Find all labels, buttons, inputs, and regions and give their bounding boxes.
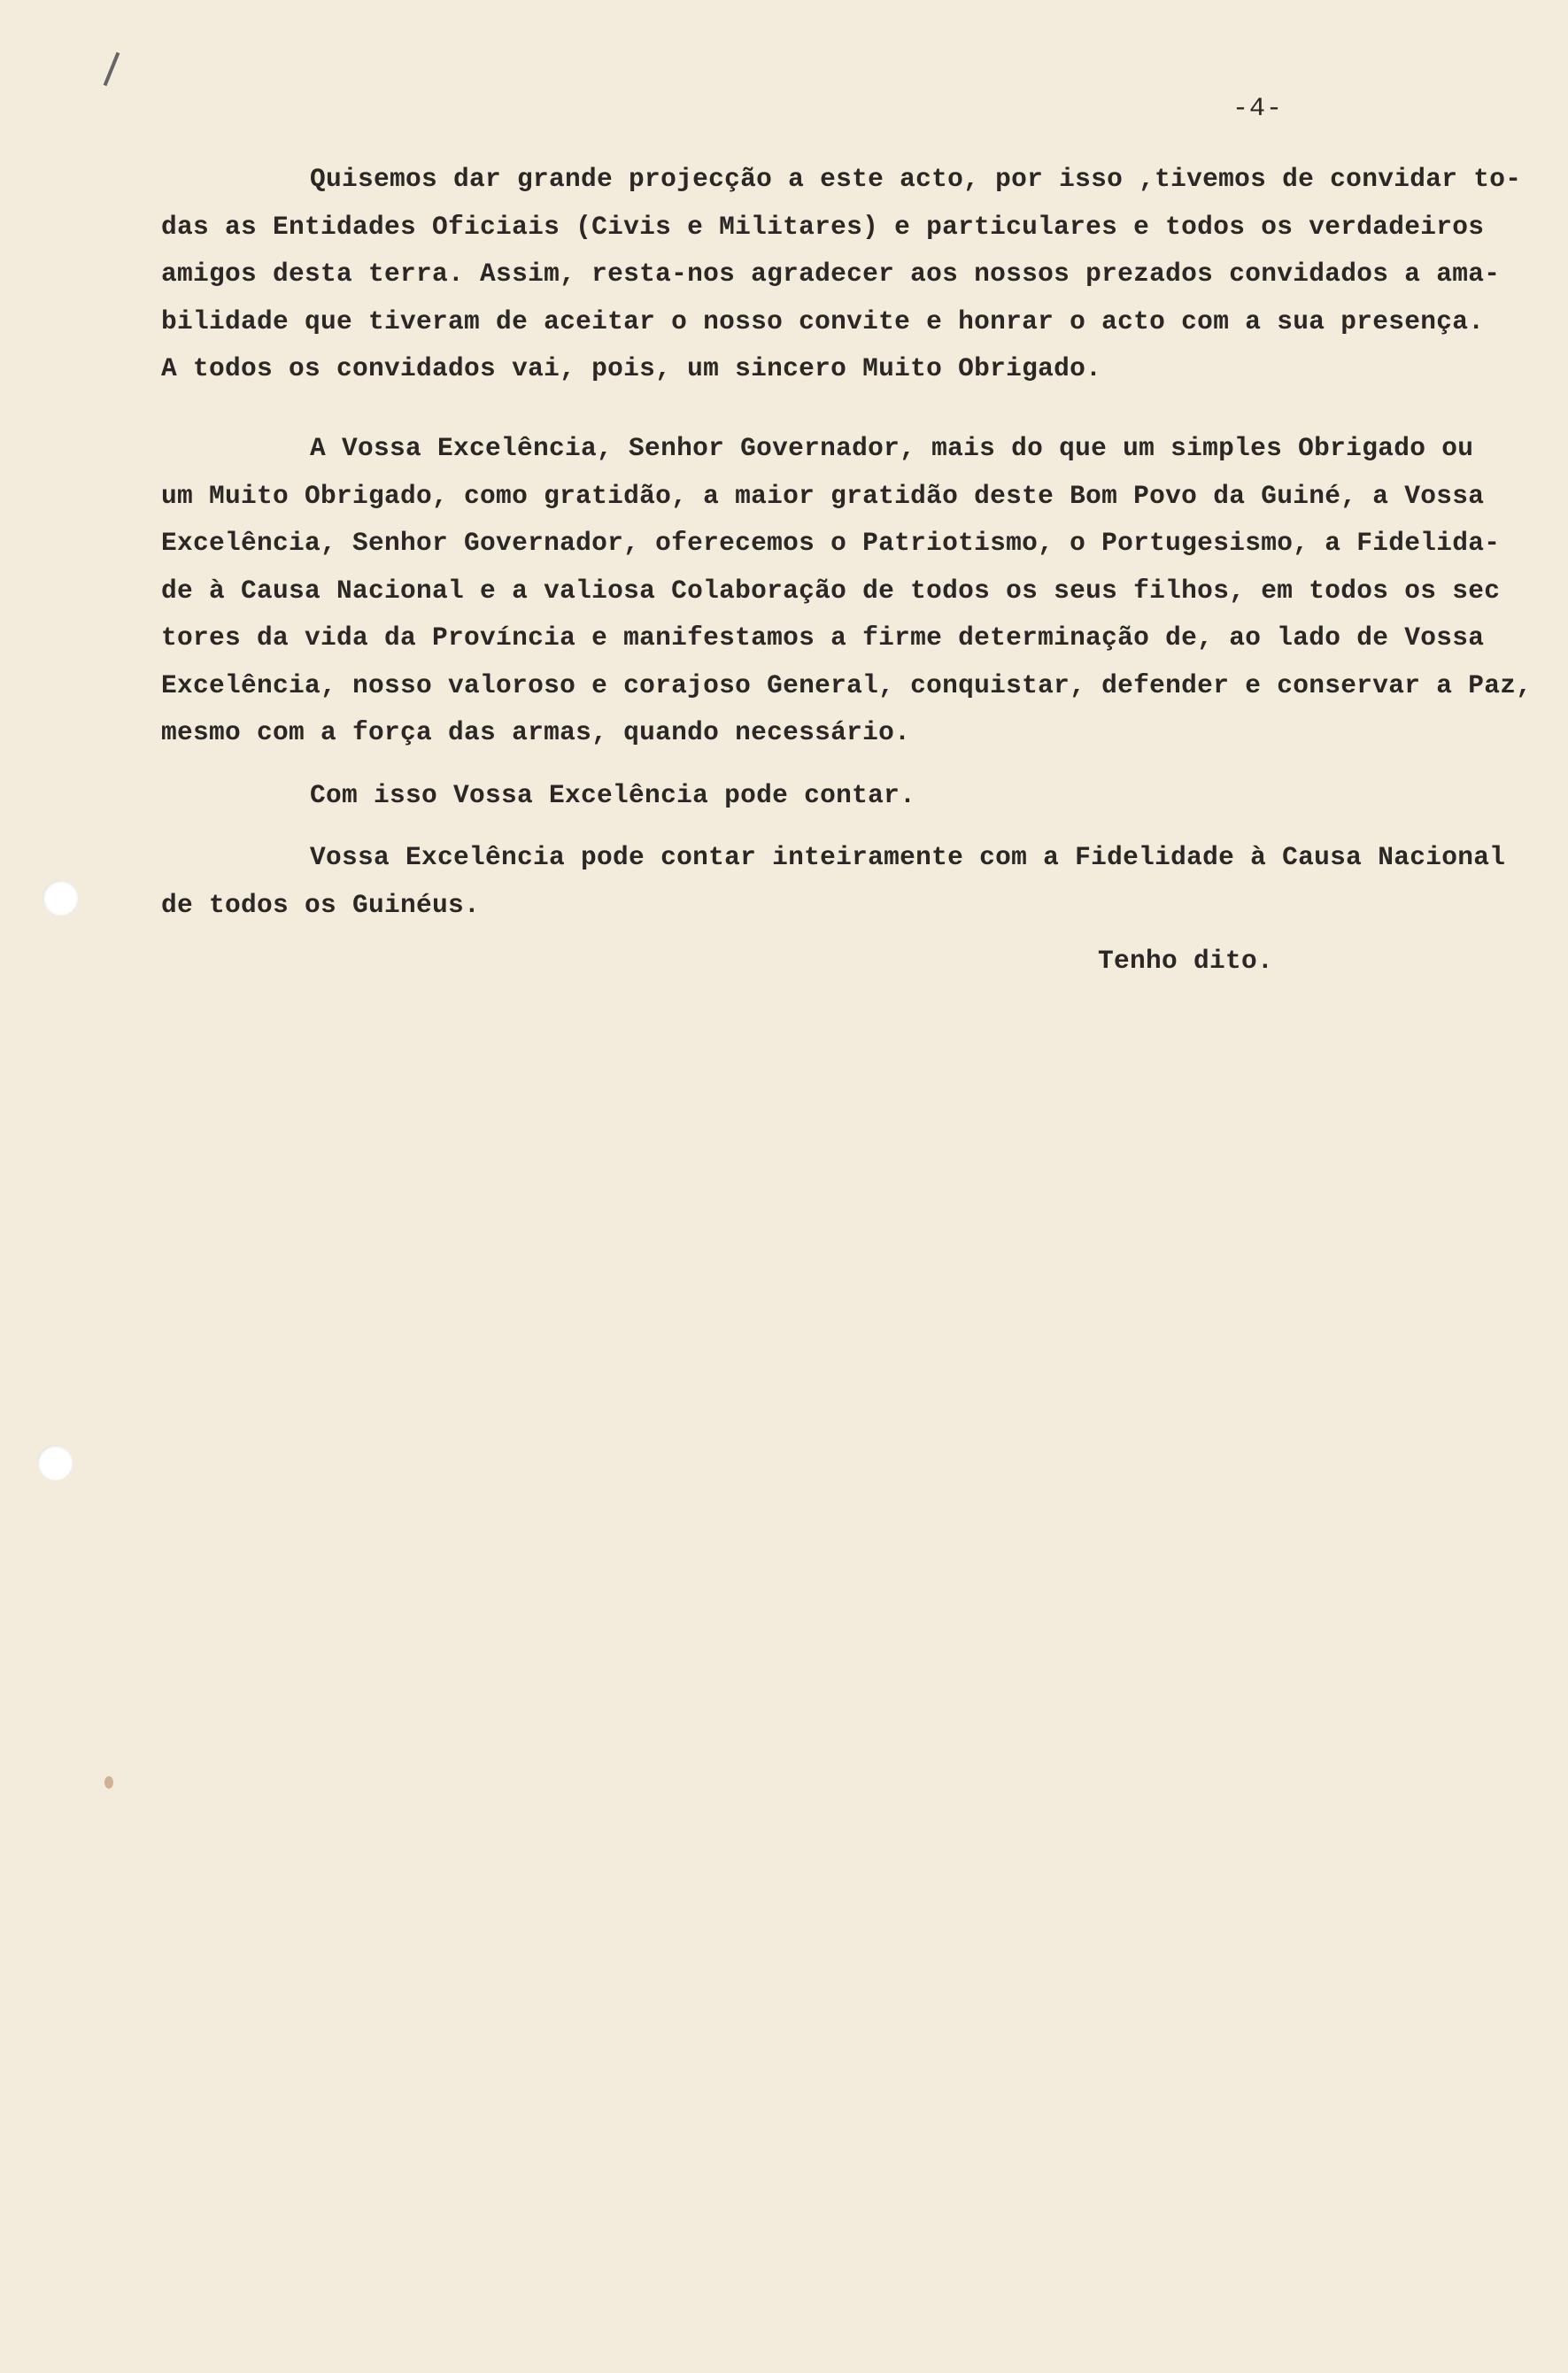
stain-mark [104, 1776, 113, 1789]
text-line: de à Causa Nacional e a valiosa Colaboração de todos os seus filhos, em todos os sec [161, 575, 1501, 606]
paragraph-invitation [161, 156, 1522, 393]
paragraph-count-on [161, 772, 1436, 820]
punch-hole-top [42, 880, 78, 916]
text-line: de todos os Guinéus. [161, 889, 481, 920]
page-number: -4- [1232, 94, 1284, 124]
text-line: bilidade que tiveram de aceitar o nosso convite e honrar o acto com a sua presença. [161, 305, 1485, 336]
text-line: mesmo com a força das armas, quando necessário. [161, 717, 911, 747]
closing-phrase: Tenho dito. [1098, 946, 1274, 976]
text-line: A todos os convidados vai, pois, um sincero Muito Obrigado. [161, 353, 1102, 383]
text-line: Excelência, Senhor Governador, oferecemos o Patriotismo, o Portugesismo, a Fidelida- [161, 528, 1501, 558]
text-line: das as Entidades Oficiais (Civis e Militares) e particulares e todos os verdadeiros [161, 211, 1485, 242]
pen-mark [104, 52, 120, 87]
text-line: tores da vida da Província e manifestamos a firme determinação de, ao lado de Vossa [161, 622, 1485, 653]
paragraph-governor [161, 425, 1533, 757]
text-line: um Muito Obrigado, como gratidão, a maior gratidão deste Bom Povo da Guiné, a Vossa [161, 480, 1485, 511]
punch-hole-bottom [37, 1445, 73, 1480]
paragraph-fidelity [161, 834, 1506, 929]
text-line: A Vossa Excelência, Senhor Governador, mais do que um simples Obrigado ou [310, 433, 1474, 463]
text-line: amigos desta terra. Assim, resta-nos agradecer aos nossos prezados convidados a ama- [161, 259, 1501, 289]
text-line: Com isso Vossa Excelência pode contar. [310, 780, 916, 810]
text-line: Vossa Excelência pode contar inteiramente com a Fidelidade à Causa Nacional [310, 842, 1506, 872]
text-line: Excelência, nosso valoroso e corajoso General, conquistar, defender e conservar a Paz, [161, 669, 1533, 700]
text-line: Quisemos dar grande projecção a este acto, por isso ,tivemos de convidar to- [310, 164, 1522, 194]
